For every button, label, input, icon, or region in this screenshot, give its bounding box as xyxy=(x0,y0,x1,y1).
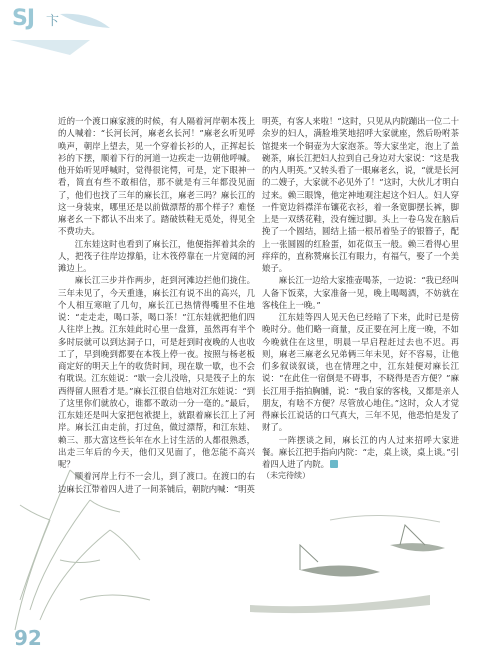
paragraph-text: 一阵摆谈之间，麻长江的内人过来招呼大家进餐。麻长江把手指向内院：“走，桌上谈，桌上谈。”引着四人进了内院。 xyxy=(262,434,459,469)
text-column-left xyxy=(58,115,255,495)
paragraph: 江东娃这时也看到了麻长江，他便指挥着其余的人，把筏子往岸边撑船，让木筏停靠在一片宽阔的河滩边上。 xyxy=(58,238,255,273)
paragraph: 明英，有客人来啦！”这时，只见从内院蹦出一位二十余岁的妇人，满脸堆笑地招呼大家就座，然后吩咐茶馆提来一个铜壶为大家泡茶。等大家坐定，泡上了盖碗茶，麻长江把妇人拉到自己身边对大家说：“这是我的内人明英。”又转头看了一眼麻老幺，说，“就是长河的二嫂子，大家就不必见外了！”这时，大伙儿才明白过来。赖三眼馋，他定神地观注起这个妇人。妇人穿一件宽边斜襟洋布镶花衣衫，着一条宽脚摆长裤，脚上是一双绣花鞋，没有缠过脚。头上一卷乌发在脑后挽了一个圆结，圆结上插一根吊着坠子的银簪子，配上一张圆圆的红脸蛋，如花似玉一般。赖三看得心里痒痒的，直称赞麻长江有眼力，有福气，娶了一个美娘子。 xyxy=(262,116,459,273)
paragraph: 顺着河岸上行不一会儿，到了渡口。在渡口的右边麻长江带着四人进了一间茶铺后，朝院内喊：“明英 xyxy=(58,471,255,494)
paragraph: 麻长江一边给大家推壶喝茶，一边说：“我已经叫人备下饭菜，大家准备一见，晚上喝喝酒，不妨就在客栈住上一晚。” xyxy=(262,275,459,310)
to-be-continued: （未完待续） xyxy=(262,471,310,481)
paragraph: 近的一个渡口麻家渡的时候，有人隔着河岸朝本筏上的人喊着：“长河长河，麻老幺长河！”麻老幺听见呼唤声，朝岸上望去，见一个穿着长衫的人，正挥起长衫的下摆，顺着下行的河道一边疾走一边朝他呼喊。他开始听见呼喊时，觉得很诧愕，可是，定下眼神一看，简直有些不敢相信，那不就是有三年都没见面了，他们也找了三年的麻长江，麻老三吗？麻长江的这一身装束，哪里还是以前做漂帮的那个样子？难怪麻老幺一下都认不出来了。踏破铁鞋无觅处，得见全不费功夫。 xyxy=(58,116,255,237)
paragraph-last xyxy=(262,434,459,471)
logo-text: SJ xyxy=(12,6,35,31)
page-number: 92 xyxy=(14,626,42,650)
magazine-logo xyxy=(8,4,72,34)
end-mark-icon xyxy=(330,460,338,468)
paragraph: 麻长江三步并作两步，赶到河滩边拦他们拢住。三年未见了，今天重逢，麻长江有说不出的高兴，几个人相互寒暄了几句，麻长江已热情得嘴里不住地说：“走走走，喝口茶，喝口茶！”江东娃就把他们四人往岸上拽。江东娃此时心里一盘算，虽然再有半个多时辰就可以到达洞子口，可是赶到时夜晚的人也收工了，早到晚到都要在本筏上停一夜。按照与杨老板商定好的明天上午的收货时间，现在歇一歇，也不会有耽误。江东娃说：“歇一会儿没啥，只是筏子上的东西得留人照看才是。”麻长江很自信地对江东娃说：“到了这里你们就放心，谁都不敢动一分一毫的。”最后，江东娃还是叫大家把包袱提上，就跟着麻长江上了河岸。麻长江由走前，打过鱼，做过漂帮，和江东娃、赖三、那大富这些长年在水上讨生活的人都很熟悉，出走三年后的今天，他们又见面了，他怎能不高兴呢？ xyxy=(58,275,255,469)
logo-mark-icon: 卞 xyxy=(46,14,60,29)
paragraph: 江东娃等四人见天色已经暗了下来，此时已是傍晚时分。他们略一商量，反正要在河上度一晚，不如今晚就住在这里，明晨一早启程赶过去也不迟。再则，麻老三麻老幺兄弟俩三年未见，好不容易，让他们多叙谈叙谈，也在情理之中，江东娃便对麻长江说：“在此住一宿倒是不碍事，不晓得是否方便？”麻长江用手指拍胸脯，说：“我自家的客栈，又都是亲人朋友，有啥不方便？尽管放心地住。”这时，众人才觉得麻长江说话的口气真大，三年不见，他恐怕是发了财了。 xyxy=(262,312,459,433)
river-boats-illustration xyxy=(250,515,445,613)
text-column-right xyxy=(262,115,459,483)
